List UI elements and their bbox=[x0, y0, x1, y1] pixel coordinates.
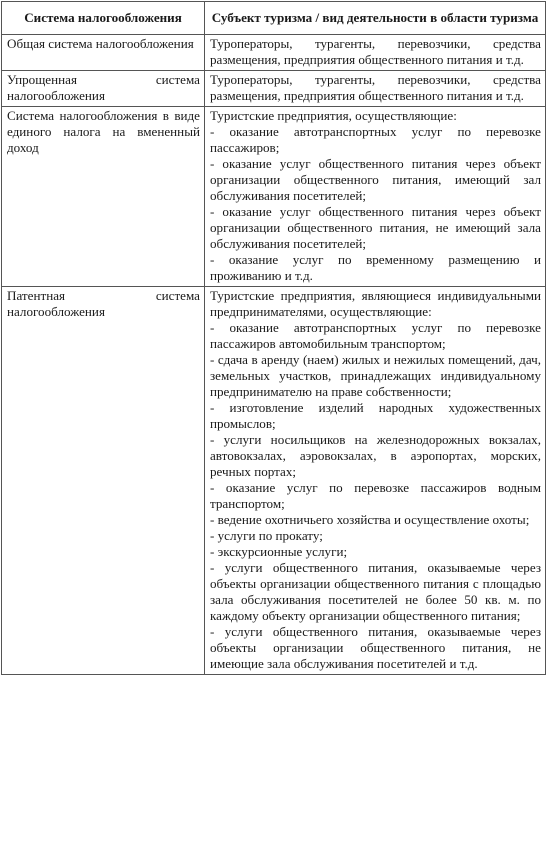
subject-line: Туристские предприятия, осуществляющие: bbox=[210, 108, 457, 123]
subject-line: - услуги общественного питания, оказываемые через объекты организации общественного питания, не имеющие зала обслуживания посетителей и т.д. bbox=[210, 624, 541, 671]
table-row bbox=[2, 287, 546, 675]
subject-line: - оказание услуг общественного питания через объект организации общественного питания, имеющий зал обслуживания посетителей; bbox=[210, 156, 541, 203]
subject-line: - оказание автотранспортных услуг по перевозке пассажиров; bbox=[210, 124, 541, 155]
table-body bbox=[2, 35, 546, 675]
header-row bbox=[2, 2, 546, 35]
subject-line: Туроператоры, турагенты, перевозчики, средства размещения, предприятия общественного питания и т.д. bbox=[210, 72, 541, 103]
table-row bbox=[2, 35, 546, 71]
tax-system-cell: Система налогообложения в виде единого налога на вмененный доход bbox=[2, 107, 205, 287]
subject-line: - сдача в аренду (наем) жилых и нежилых помещений, дач, земельных участков, принадлежащих индивидуальному предпринимателю на праве собственности; bbox=[210, 352, 541, 399]
header-tax-system: Система налогообложения bbox=[2, 2, 205, 35]
subject-line: - услуги по прокату; bbox=[210, 528, 323, 543]
subject-line: - ведение охотничьего хозяйства и осуществление охоты; bbox=[210, 512, 530, 527]
subject-line: - экскурсионные услуги; bbox=[210, 544, 348, 559]
tourism-subject-cell bbox=[205, 107, 546, 287]
tax-system-cell: Общая система налогообложения bbox=[2, 35, 205, 71]
subject-line: Туристские предприятия, являющиеся индивидуальными предпринимателями, осуществляющие: bbox=[210, 288, 541, 319]
header-tourism-subject: Субъект туризма / вид деятельности в области туризма bbox=[205, 2, 546, 35]
tourism-subject-cell bbox=[205, 287, 546, 675]
subject-line: - услуги общественного питания, оказываемые через объекты организации общественного питания с площадью зала обслуживания посетителей не более 50 кв. м. по каждому объекту организации общественного питания; bbox=[210, 560, 541, 623]
tax-system-cell: Патентная система налогообложения bbox=[2, 287, 205, 675]
table-header bbox=[2, 2, 546, 35]
subject-line: - изготовление изделий народных художественных промыслов; bbox=[210, 400, 541, 431]
tax-system-cell: Упрощенная система налогообложения bbox=[2, 71, 205, 107]
subject-line: - оказание услуг по перевозке пассажиров водным транспортом; bbox=[210, 480, 541, 511]
tourism-subject-cell bbox=[205, 71, 546, 107]
subject-line: - услуги носильщиков на железнодорожных вокзалах, автовокзалах, аэровокзалах, в аэропортах, морских, речных портах; bbox=[210, 432, 541, 479]
table-row bbox=[2, 107, 546, 287]
subject-line: - оказание услуг по временному размещению и проживанию и т.д. bbox=[210, 252, 541, 283]
tourism-subject-cell bbox=[205, 35, 546, 71]
subject-line: - оказание услуг общественного питания через объект организации общественного питания, не имеющий зала обслуживания посетителей; bbox=[210, 204, 541, 251]
table-row bbox=[2, 71, 546, 107]
subject-line: - оказание автотранспортных услуг по перевозке пассажиров автомобильным транспортом; bbox=[210, 320, 541, 351]
subject-line: Туроператоры, турагенты, перевозчики, средства размещения, предприятия общественного питания и т.д. bbox=[210, 36, 541, 67]
tax-systems-table bbox=[1, 1, 546, 675]
